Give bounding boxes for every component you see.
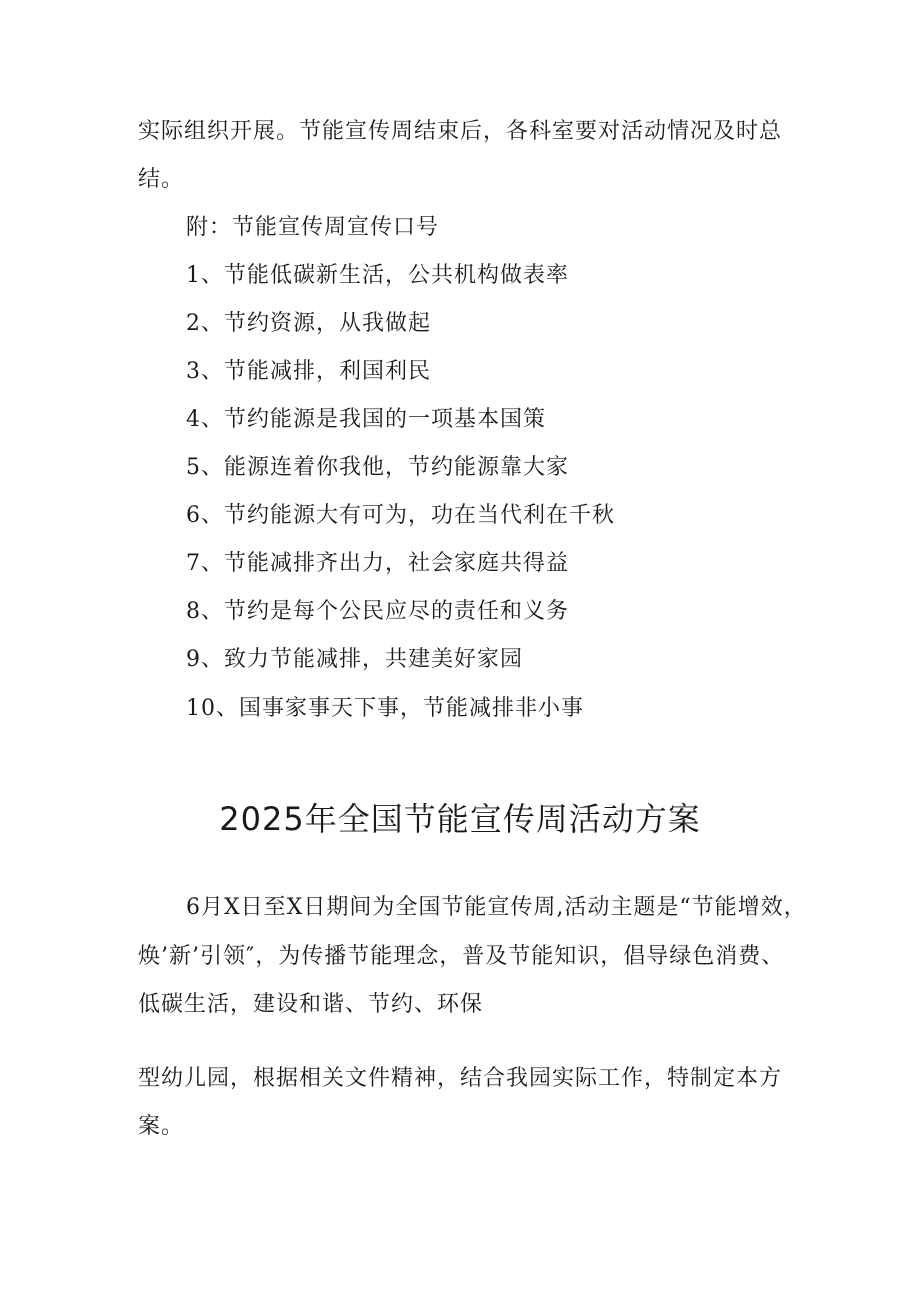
section-title: 2025年全国节能宣传周活动方案 (219, 800, 701, 838)
paragraph-line: 案。 (138, 1114, 185, 1139)
slogan-item: 1、节能低碳新生活，公共机构做表率 (186, 263, 569, 288)
slogan-item: 4、节约能源是我国的一项基本国策 (186, 407, 546, 432)
appendix-heading: 附：节能宣传周宣传口号 (186, 215, 440, 240)
paragraph-line: 低碳生活，建设和谐、节约、环保 (138, 992, 484, 1017)
slogan-item: 3、节能减排，利国利民 (186, 359, 431, 384)
paragraph-line: 型幼儿园，根据相关文件精神，结合我园实际工作，特制定本方 (138, 1066, 783, 1091)
paragraph-line: 焕’新’引领″，为传播节能理念，普及节能知识，倡导绿色消费、 (138, 944, 785, 969)
slogan-item: 10、国事家事天下事，节能减排非小事 (186, 696, 584, 721)
slogan-item: 6、节约能源大有可为，功在当代利在千秋 (186, 503, 615, 528)
paragraph-line: 6月X日至X日期间为全国节能宣传周,活动主题是“节能增效， (186, 895, 807, 920)
slogan-item: 9、致力节能减排，共建美好家园 (186, 647, 523, 672)
slogan-item: 8、节约是每个公民应尽的责任和义务 (186, 599, 569, 624)
slogan-item: 7、节能减排齐出力，社会家庭共得益 (186, 551, 569, 576)
paragraph-line: 结。 (138, 167, 185, 192)
slogan-item: 2、节约资源，从我做起 (186, 311, 431, 336)
slogan-item: 5、能源连着你我他，节约能源靠大家 (186, 455, 569, 480)
paragraph-line: 实际组织开展。节能宣传周结束后，各科室要对活动情况及时总 (138, 119, 783, 144)
